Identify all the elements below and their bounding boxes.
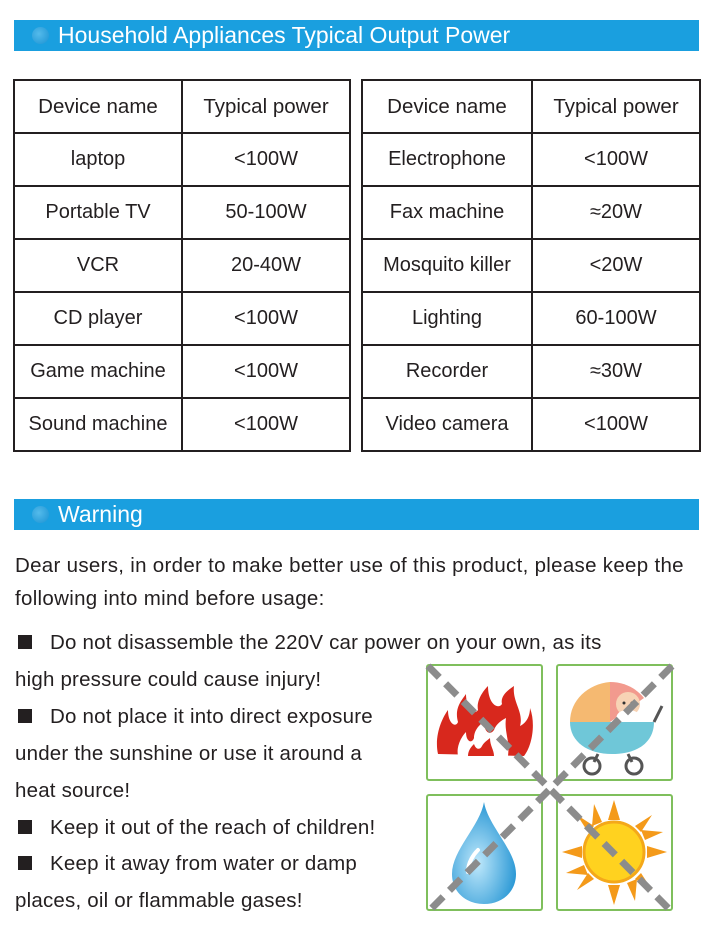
warning-text: Do not place it into direct exposure (50, 705, 373, 728)
warning-text: Keep it out of the reach of children! (50, 816, 376, 839)
table-row (14, 186, 350, 239)
table-row (362, 345, 700, 398)
device-cell: Electrophone (362, 133, 532, 186)
power-cell: <100W (182, 345, 350, 398)
bullet-square-icon (18, 709, 32, 723)
table-row (362, 398, 700, 451)
device-cell: CD player (14, 292, 182, 345)
bullet-square-icon (18, 820, 32, 834)
warning-item-1-cont (15, 668, 321, 692)
power-table-left (13, 79, 351, 452)
warning-text: under the sunshine or use it around a (15, 742, 363, 765)
warning-item-1 (15, 631, 602, 655)
power-cell: <100W (182, 398, 350, 451)
power-cell: 50-100W (182, 186, 350, 239)
table-row (14, 133, 350, 186)
bullet-square-icon (18, 635, 32, 649)
power-cell: <100W (182, 133, 350, 186)
device-cell: Video camera (362, 398, 532, 451)
power-table-right (361, 79, 701, 452)
header-typical-power: Typical power (532, 80, 700, 133)
table-header-row (14, 80, 350, 133)
power-cell: <20W (532, 239, 700, 292)
warning-text: heat source! (15, 779, 131, 802)
device-cell: VCR (14, 239, 182, 292)
power-cell: <100W (182, 292, 350, 345)
warning-text: places, oil or flammable gases! (15, 889, 303, 912)
table-header-row (362, 80, 700, 133)
power-cell: 20-40W (182, 239, 350, 292)
warning-intro: Dear users, in order to make better use of this product, please keep the following into mind before usage: (15, 554, 684, 610)
header-device-name: Device name (362, 80, 532, 133)
power-cell: <100W (532, 398, 700, 451)
appliances-banner (14, 20, 699, 51)
device-cell: Game machine (14, 345, 182, 398)
power-cell: ≈20W (532, 186, 700, 239)
header-device-name: Device name (14, 80, 182, 133)
device-cell: Lighting (362, 292, 532, 345)
warning-text: high pressure could cause injury! (15, 668, 322, 691)
power-cell: <100W (532, 133, 700, 186)
appliances-title: Household Appliances Typical Output Power (58, 22, 511, 48)
power-cell: ≈30W (532, 345, 700, 398)
header-typical-power: Typical power (182, 80, 350, 133)
warning-item-2-cont (15, 742, 362, 766)
warning-banner (14, 499, 699, 530)
device-cell: Portable TV (14, 186, 182, 239)
device-cell: laptop (14, 133, 182, 186)
warning-item-2-cont2 (15, 779, 130, 803)
device-cell: Fax machine (362, 186, 532, 239)
table-row (362, 239, 700, 292)
table-row (362, 186, 700, 239)
device-cell: Mosquito killer (362, 239, 532, 292)
warning-item-3 (15, 816, 375, 840)
table-row (14, 292, 350, 345)
table-row (362, 133, 700, 186)
warning-item-4-cont (15, 889, 303, 913)
bullet-square-icon (18, 856, 32, 870)
prohibition-cross-icon (420, 658, 680, 920)
warning-item-2 (15, 705, 373, 729)
table-row (14, 345, 350, 398)
warning-title: Warning (58, 501, 143, 527)
table-row (362, 292, 700, 345)
banner-bullet-icon (32, 506, 49, 523)
table-row (14, 239, 350, 292)
banner-bullet-icon (32, 27, 49, 44)
warning-item-4 (15, 852, 357, 876)
warning-text: Keep it away from water or damp (50, 852, 357, 875)
warning-text: Do not disassemble the 220V car power on your own, as its (50, 631, 602, 654)
power-cell: 60-100W (532, 292, 700, 345)
table-row (14, 398, 350, 451)
device-cell: Sound machine (14, 398, 182, 451)
device-cell: Recorder (362, 345, 532, 398)
